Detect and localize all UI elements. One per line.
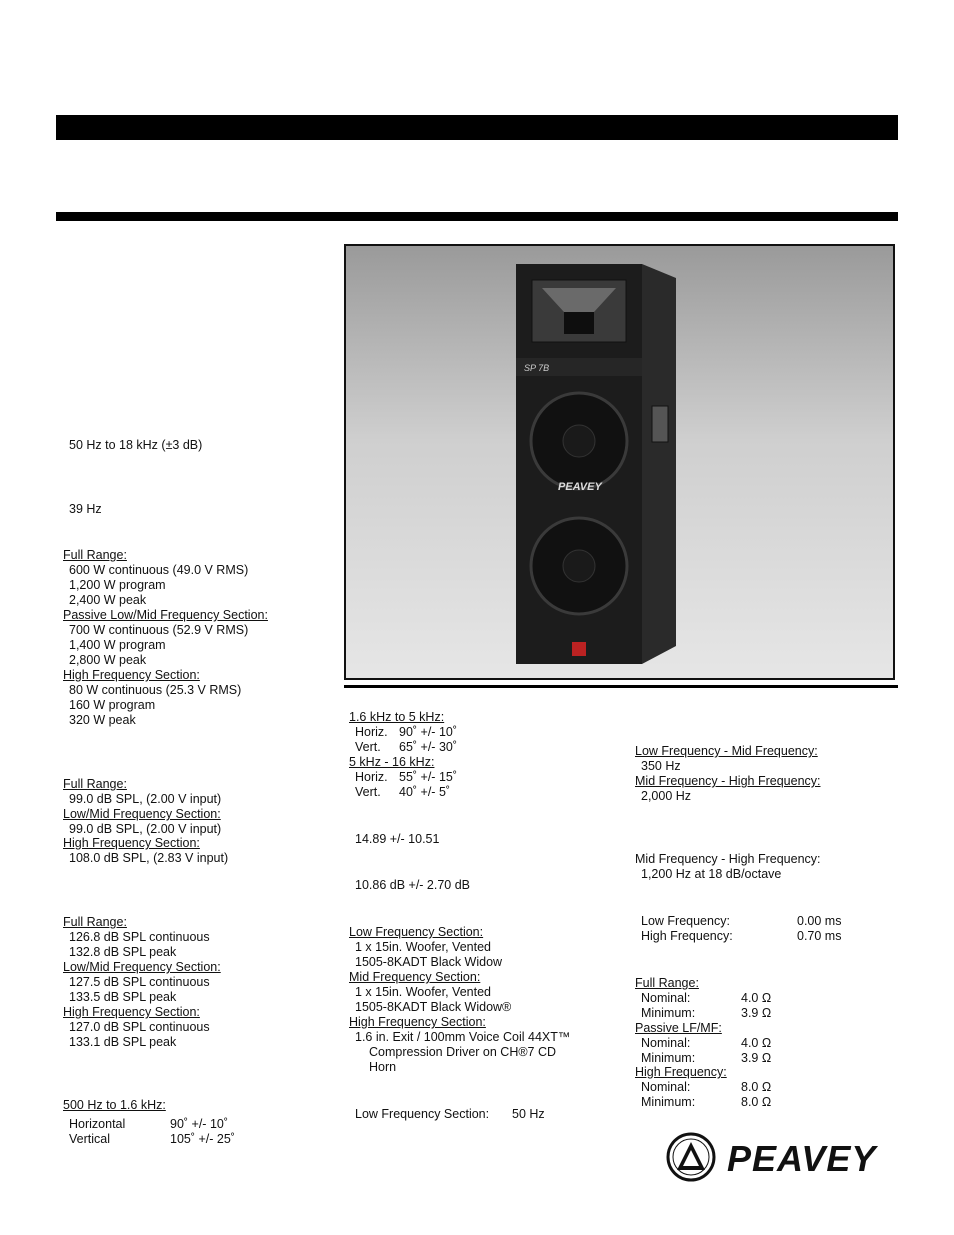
coverage-5-heading: 5 kHz - 16 kHz: [349, 755, 435, 769]
power-full-range-heading: Full Range: [63, 548, 127, 562]
sensitivity-full-range-heading: Full Range: [63, 777, 127, 791]
product-photo [344, 244, 895, 680]
impedance-label: Nominal: [641, 1080, 691, 1094]
max-spl-full-range-heading: Full Range: [63, 915, 127, 929]
coverage-value: 90˚ +/- 10˚ [399, 725, 458, 739]
impedance-value: 8.0 Ω [741, 1095, 772, 1109]
power-line: 1,200 W program [69, 578, 166, 592]
directivity-index-value: 10.86 dB +/- 2.70 dB [355, 878, 471, 892]
transducer-mid-heading: Mid Frequency Section: [349, 970, 481, 984]
power-line: 600 W continuous (49.0 V RMS) [69, 563, 249, 577]
transducer-low-heading: Low Frequency Section: [349, 925, 484, 939]
power-line: 1,400 W program [69, 638, 166, 652]
grille-logo: PEAVEY [558, 481, 602, 493]
max-spl-high-heading: High Frequency Section: [63, 1005, 200, 1019]
coverage-label: Horiz. [355, 725, 388, 739]
crossover-value: 2,000 Hz [641, 789, 692, 803]
speaker-cabinet-illustration [346, 246, 893, 678]
power-line: 700 W continuous (52.9 V RMS) [69, 623, 249, 637]
coverage-500-heading: 500 Hz to 1.6 kHz: [63, 1098, 166, 1112]
max-spl-line: 133.1 dB SPL peak [69, 1035, 177, 1049]
coverage-value: 40˚ +/- 5˚ [399, 785, 451, 799]
impedance-value: 4.0 Ω [741, 991, 772, 1005]
sensitivity-line: 108.0 dB SPL, (2.83 V input) [69, 851, 229, 865]
photo-divider [344, 685, 898, 688]
frequency-response-value: 50 Hz to 18 kHz (±3 dB) [69, 438, 203, 452]
power-line: 320 W peak [69, 713, 136, 727]
speaker-badge: SP 7B [524, 363, 550, 373]
impedance-value: 3.9 Ω [741, 1006, 772, 1020]
max-spl-line: 127.0 dB SPL continuous [69, 1020, 210, 1034]
power-line: 2,800 W peak [69, 653, 147, 667]
impedance-passive-heading: Passive LF/MF: [635, 1021, 722, 1035]
impedance-label: Nominal: [641, 1036, 691, 1050]
coverage-label: Vert. [355, 740, 381, 754]
box-tuning-label: Low Frequency Section: [355, 1107, 490, 1121]
impedance-label: Minimum: [641, 1051, 696, 1065]
crossover-lm-heading: Low Frequency - Mid Frequency: [635, 744, 818, 758]
delay-label: High Frequency: [641, 929, 733, 943]
directivity-factor-value: 14.89 +/- 10.51 [355, 832, 440, 846]
sensitivity-lowmid-heading: Low/Mid Frequency Section: [63, 807, 221, 821]
sensitivity-line: 99.0 dB SPL, (2.00 V input) [69, 792, 222, 806]
transducer-line: Compression Driver on CH®7 CD [369, 1045, 557, 1059]
impedance-value: 8.0 Ω [741, 1080, 772, 1094]
coverage-value: 105˚ +/- 25˚ [170, 1132, 235, 1146]
delay-value: 0.70 ms [797, 929, 842, 943]
max-spl-line: 133.5 dB SPL peak [69, 990, 177, 1004]
impedance-value: 3.9 Ω [741, 1051, 772, 1065]
coverage-value: 90˚ +/- 10˚ [170, 1117, 229, 1131]
power-line: 80 W continuous (25.3 V RMS) [69, 683, 242, 697]
max-spl-line: 127.5 dB SPL continuous [69, 975, 210, 989]
impedance-label: Nominal: [641, 991, 691, 1005]
max-spl-line: 132.8 dB SPL peak [69, 945, 177, 959]
box-tuning-value: 50 Hz [512, 1107, 545, 1121]
transducer-line: 1505-8KADT Black Widow [355, 955, 503, 969]
peavey-logo: PEAVEY [727, 1138, 877, 1179]
delay-value: 0.00 ms [797, 914, 842, 928]
power-high-heading: High Frequency Section: [63, 668, 200, 682]
coverage-label: Horiz. [355, 770, 388, 784]
transducer-line: 1.6 in. Exit / 100mm Voice Coil 44XT™ [355, 1030, 571, 1044]
peavey-emblem-icon [666, 1132, 716, 1182]
coverage-16-heading: 1.6 kHz to 5 kHz: [349, 710, 445, 724]
header-bar-bottom [56, 212, 898, 221]
coverage-label: Horizontal [69, 1117, 126, 1131]
impedance-label: Minimum: [641, 1095, 696, 1109]
max-spl-lowmid-heading: Low/Mid Frequency Section: [63, 960, 221, 974]
delay-label: Low Frequency: [641, 914, 730, 928]
coverage-value: 65˚ +/- 30˚ [399, 740, 458, 754]
crossover-active-value: 1,200 Hz at 18 dB/octave [641, 867, 782, 881]
transducer-line: Horn [369, 1060, 397, 1074]
impedance-label: Minimum: [641, 1006, 696, 1020]
crossover-mh-heading: Mid Frequency - High Frequency: [635, 774, 821, 788]
coverage-label: Vertical [69, 1132, 110, 1146]
impedance-high-heading: High Frequency: [635, 1065, 727, 1079]
crossover-active-heading: Mid Frequency - High Frequency: [635, 852, 821, 866]
power-passive-heading: Passive Low/Mid Frequency Section: [63, 608, 268, 622]
coverage-value: 55˚ +/- 15˚ [399, 770, 458, 784]
max-spl-line: 126.8 dB SPL continuous [69, 930, 210, 944]
crossover-value: 350 Hz [641, 759, 681, 773]
sensitivity-high-heading: High Frequency Section: [63, 836, 200, 850]
impedance-value: 4.0 Ω [741, 1036, 772, 1050]
power-line: 160 W program [69, 698, 156, 712]
transducer-line: 1 x 15in. Woofer, Vented [355, 940, 491, 954]
transducer-line: 1 x 15in. Woofer, Vented [355, 985, 491, 999]
impedance-full-range-heading: Full Range: [635, 976, 699, 990]
low-frequency-limit-value: 39 Hz [69, 502, 102, 516]
header-bar-top [56, 115, 898, 140]
coverage-label: Vert. [355, 785, 381, 799]
sensitivity-line: 99.0 dB SPL, (2.00 V input) [69, 822, 222, 836]
transducer-high-heading: High Frequency Section: [349, 1015, 486, 1029]
power-line: 2,400 W peak [69, 593, 147, 607]
transducer-line: 1505-8KADT Black Widow® [355, 1000, 512, 1014]
